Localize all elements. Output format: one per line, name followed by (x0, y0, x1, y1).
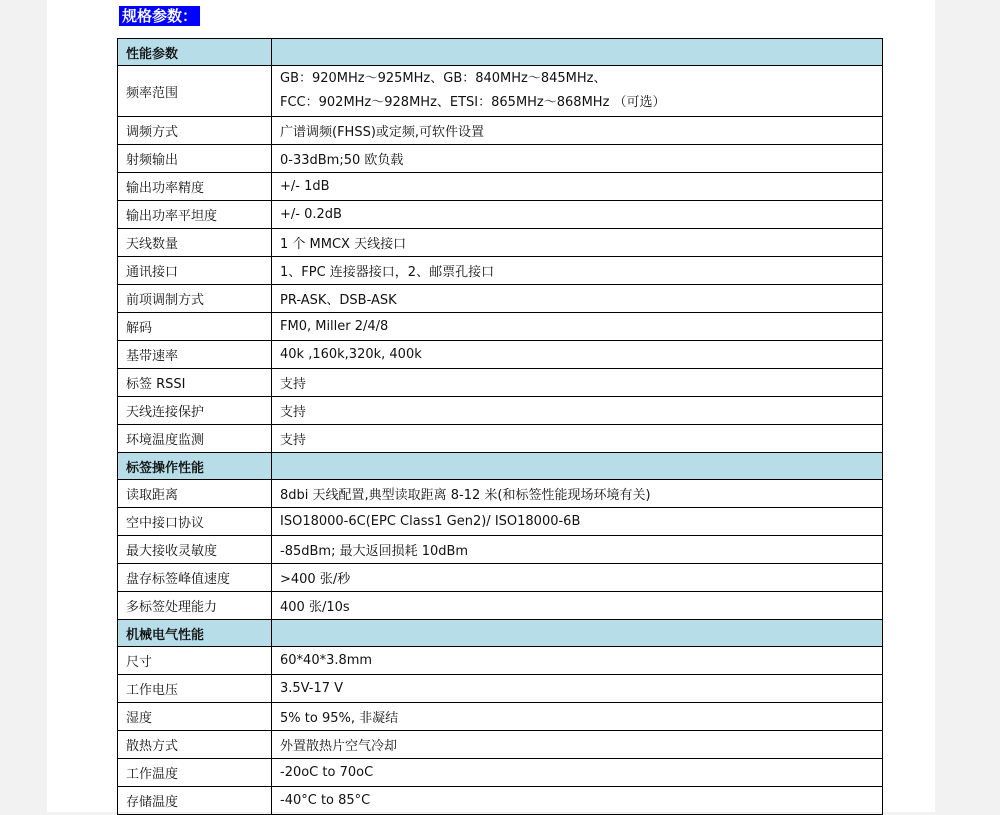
row-value (272, 66, 883, 117)
table-row (118, 675, 883, 703)
row-label: 湿度 (118, 703, 272, 731)
table-row (118, 145, 883, 173)
row-value: 支持 (272, 425, 883, 453)
row-value: 3.5V-17 V (272, 675, 883, 703)
section-row-tag-ops (118, 453, 883, 480)
row-label: 输出功率平坦度 (118, 201, 272, 229)
row-label: 盘存标签峰值速度 (118, 564, 272, 592)
row-label: 前项调制方式 (118, 285, 272, 313)
table-row (118, 480, 883, 508)
table-row (118, 731, 883, 759)
row-value: 40k ,160k,320k, 400k (272, 341, 883, 369)
section-row-mech-elec (118, 620, 883, 647)
row-value: 1、FPC 连接器接口，2、邮票孔接口 (272, 257, 883, 285)
table-row (118, 173, 883, 201)
row-value: PR-ASK、DSB-ASK (272, 285, 883, 313)
section-label: 机械电气性能 (118, 620, 272, 647)
row-label: 空中接口协议 (118, 508, 272, 536)
row-label: 多标签处理能力 (118, 592, 272, 620)
row-value-line: GB：920MHz～925MHz、GB：840MHz～845MHz、 (280, 71, 607, 86)
table-row (118, 425, 883, 453)
row-value: 支持 (272, 397, 883, 425)
row-label: 读取距离 (118, 480, 272, 508)
row-value: 广谱调频(FHSS)或定频,可软件设置 (272, 117, 883, 145)
row-label: 环境温度监测 (118, 425, 272, 453)
row-label: 调频方式 (118, 117, 272, 145)
row-label: 最大接收灵敏度 (118, 536, 272, 564)
row-value: ISO18000-6C(EPC Class1 Gen2)/ ISO18000-6B (272, 508, 883, 536)
row-label: 频率范围 (118, 66, 272, 117)
row-label: 存储温度 (118, 787, 272, 815)
table-row (118, 759, 883, 787)
row-value: 支持 (272, 369, 883, 397)
row-label: 尺寸 (118, 647, 272, 675)
table-row (118, 201, 883, 229)
row-value: -85dBm; 最大返回损耗 10dBm (272, 536, 883, 564)
row-value: >400 张/秒 (272, 564, 883, 592)
table-row (118, 397, 883, 425)
table-row (118, 257, 883, 285)
table-row (118, 536, 883, 564)
row-label: 基带速率 (118, 341, 272, 369)
row-label: 射频输出 (118, 145, 272, 173)
row-label: 解码 (118, 313, 272, 341)
spec-table (117, 38, 883, 815)
row-value: -40°C to 85°C (272, 787, 883, 815)
row-value: 60*40*3.8mm (272, 647, 883, 675)
row-value: 外置散热片空气冷却 (272, 731, 883, 759)
row-label: 通讯接口 (118, 257, 272, 285)
table-row (118, 564, 883, 592)
table-row (118, 787, 883, 815)
row-label: 标签 RSSI (118, 369, 272, 397)
row-label: 工作温度 (118, 759, 272, 787)
table-row (118, 592, 883, 620)
table-row (118, 647, 883, 675)
table-row (118, 369, 883, 397)
row-value-line: FCC：902MHz～928MHz、ETSI：865MHz～868MHz （可选） (280, 95, 666, 110)
table-row (118, 285, 883, 313)
row-value: 5% to 95%, 非凝结 (272, 703, 883, 731)
row-label: 输出功率精度 (118, 173, 272, 201)
table-row (118, 66, 883, 117)
row-value: -20oC to 70oC (272, 759, 883, 787)
row-value: 8dbi 天线配置,典型读取距离 8-12 米(和标签性能现场环境有关) (272, 480, 883, 508)
table-row (118, 117, 883, 145)
row-value: 400 张/10s (272, 592, 883, 620)
section-label: 标签操作性能 (118, 453, 272, 480)
row-value: FM0, Miller 2/4/8 (272, 313, 883, 341)
row-label: 散热方式 (118, 731, 272, 759)
table-row (118, 341, 883, 369)
row-label: 工作电压 (118, 675, 272, 703)
table-row (118, 313, 883, 341)
row-value: 0-33dBm;50 欧负载 (272, 145, 883, 173)
table-row (118, 703, 883, 731)
row-value: +/- 1dB (272, 173, 883, 201)
section-label: 性能参数 (118, 39, 272, 66)
row-label: 天线数量 (118, 229, 272, 257)
row-label: 天线连接保护 (118, 397, 272, 425)
table-row (118, 508, 883, 536)
row-value: 1 个 MMCX 天线接口 (272, 229, 883, 257)
row-value: +/- 0.2dB (272, 201, 883, 229)
table-row (118, 229, 883, 257)
spec-title: 规格参数： (119, 6, 200, 26)
section-row-performance (118, 39, 883, 66)
